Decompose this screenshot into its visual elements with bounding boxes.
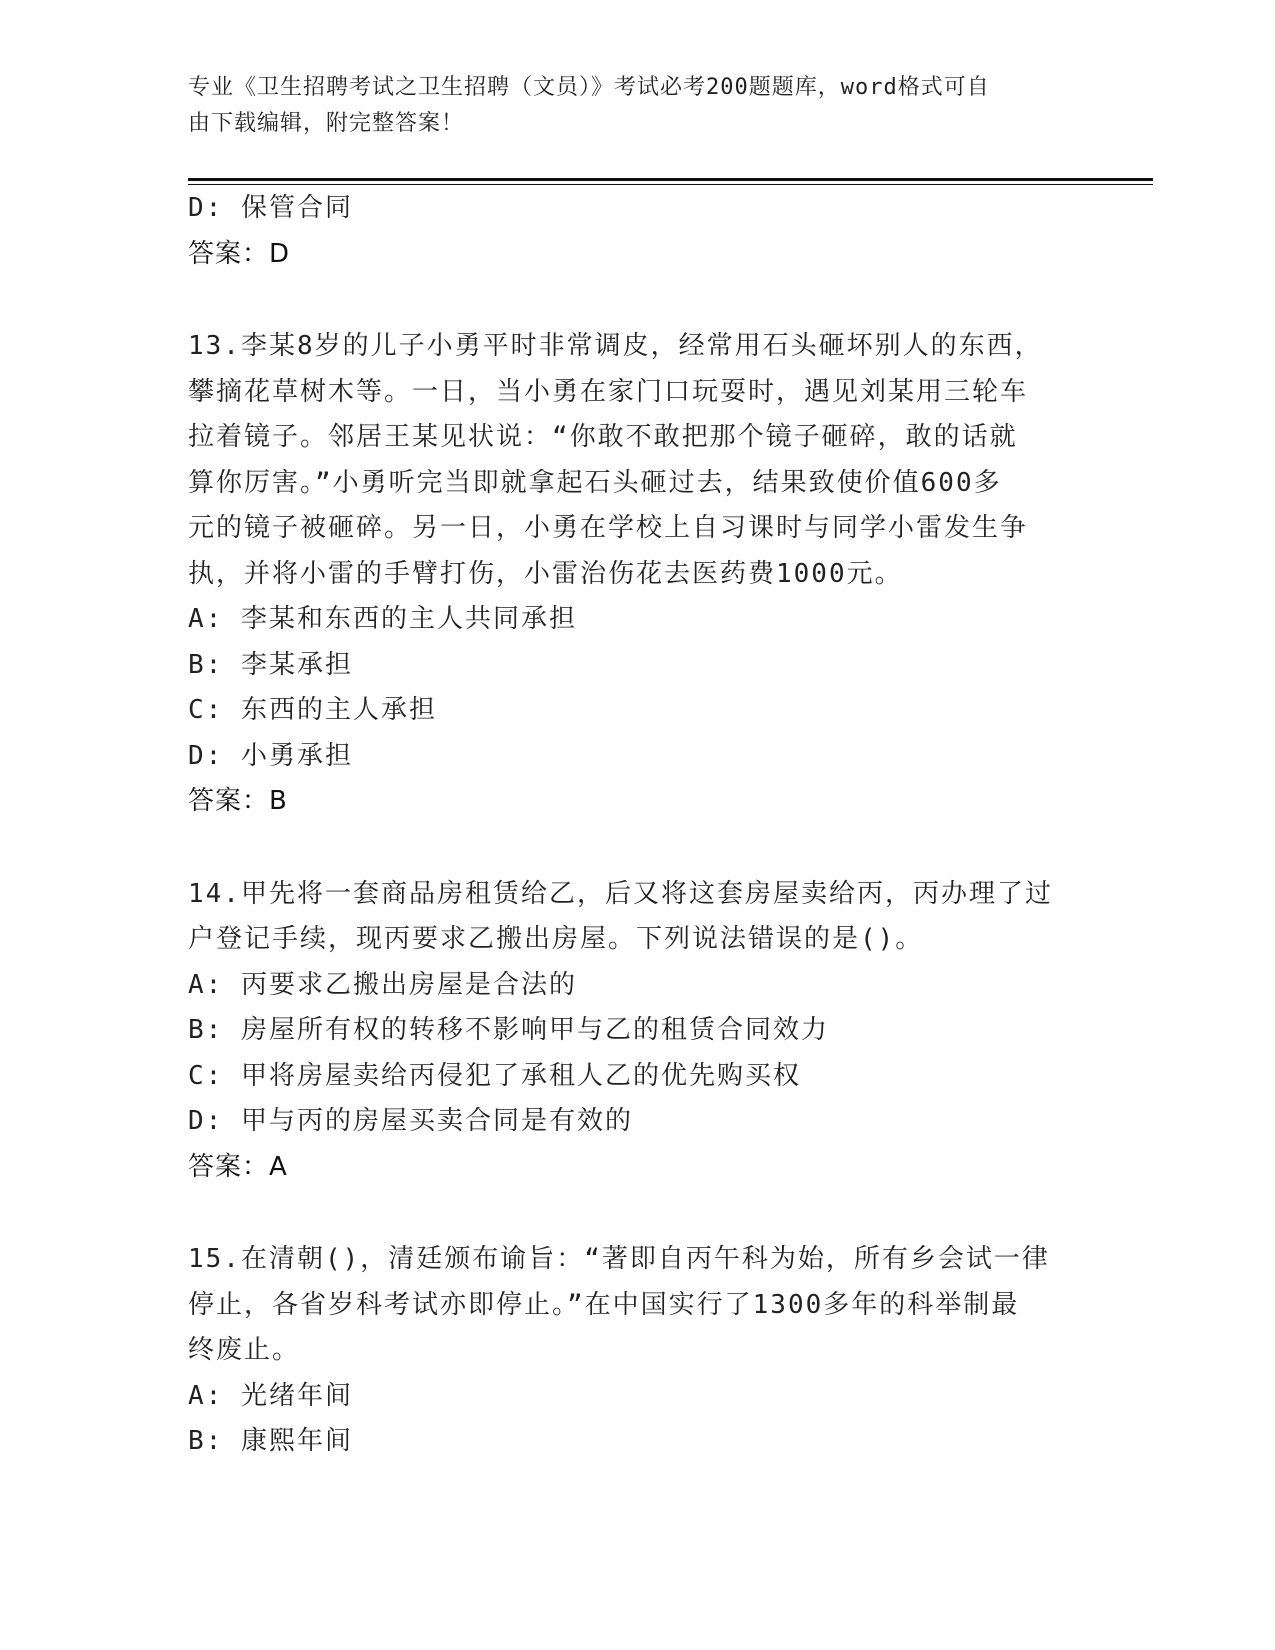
spacer: [188, 825, 1078, 872]
carryover-answer: 答案：D: [188, 238, 291, 269]
spacer: [188, 1190, 1078, 1237]
question-13-stem-line: 执，并将小雷的手臂打伤，小雷治伤花去医药费1000元。: [188, 558, 903, 589]
carryover-option-d: D: 保管合同: [188, 193, 353, 223]
question-14-option-a: A: 丙要求乙搬出房屋是合法的: [188, 969, 577, 1000]
question-13-option-a: A: 李某和东西的主人共同承担: [188, 604, 577, 634]
spacer: [188, 277, 1078, 324]
question-15-stem-line: 15.在清朝()，清廷颁布谕旨：“著即自丙午科为始，所有乡会试一律: [188, 1244, 1050, 1274]
question-13-stem-line: 攀摘花草树木等。一日，当小勇在家门口玩耍时，遇见刘某用三轮车: [188, 376, 1029, 407]
question-13-stem-line: 算你厉害。”小勇听完当即就拿起石头砸过去，结果致使价值600多: [188, 467, 1002, 498]
question-13-answer: 答案：B: [188, 786, 288, 816]
question-13-option-c: C: 东西的主人承担: [188, 695, 437, 725]
question-content: [188, 186, 1078, 1465]
question-13-option-b: B: 李某承担: [188, 649, 353, 680]
question-14-stem-line: 户登记手续，现丙要求乙搬出房屋。下列说法错误的是()。: [188, 924, 924, 954]
question-15-stem-line: 停止，各省岁科考试亦即停止。”在中国实行了1300多年的科举制最: [188, 1289, 1020, 1320]
header-line-2: 由下载编辑，附完整答案！: [188, 111, 465, 136]
question-14-option-b: B: 房屋所有权的转移不影响甲与乙的租赁合同效力: [188, 1015, 829, 1045]
header-divider-thick: [188, 178, 1153, 181]
question-13-stem-line: 拉着镜子。邻居王某见状说：“你敢不敢把那个镜子砸碎，敢的话就: [188, 422, 1018, 452]
question-14-answer: 答案：A: [188, 1151, 288, 1182]
question-14: [188, 872, 1078, 1191]
question-14-option-c: C: 甲将房屋卖给丙侵犯了承租人乙的优先购买权: [188, 1060, 801, 1091]
question-14-option-d: D: 甲与丙的房屋买卖合同是有效的: [188, 1106, 633, 1136]
header-line-1: 专业《卫生招聘考试之卫生招聘（文员）》考试必考200题题库，word格式可自: [188, 75, 990, 100]
question-14-stem-line: 14.甲先将一套商品房租赁给乙，后又将这套房屋卖给丙，丙办理了过: [188, 878, 1053, 909]
question-15: [188, 1237, 1078, 1465]
document-header: [188, 70, 1068, 142]
question-15-option-b: B: 康熙年间: [188, 1426, 353, 1456]
question-13-stem-line: 13.李某8岁的儿子小勇平时非常调皮，经常用石头砸坏别人的东西，: [188, 331, 1043, 361]
header-divider-thin: [188, 184, 1153, 185]
question-13-stem-line: 元的镜子被砸碎。另一日，小勇在学校上自习课时与同学小雷发生争: [188, 513, 1029, 543]
question-13: [188, 324, 1078, 825]
question-15-stem-line: 终废止。: [188, 1335, 301, 1365]
question-15-option-a: A: 光绪年间: [188, 1380, 353, 1411]
question-13-option-d: D: 小勇承担: [188, 740, 353, 771]
